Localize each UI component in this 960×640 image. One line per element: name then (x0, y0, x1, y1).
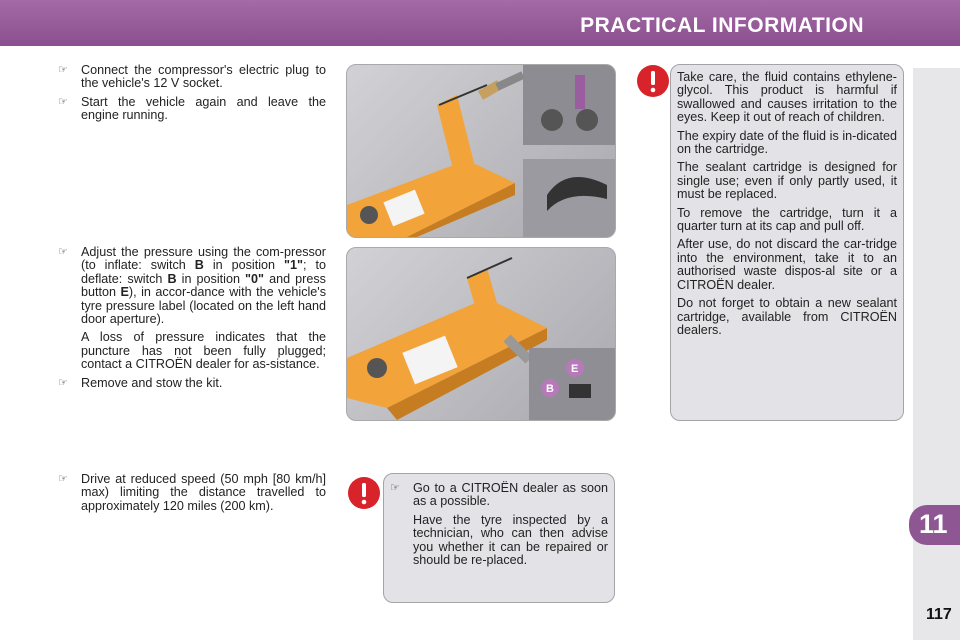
list-item (58, 64, 326, 91)
adjust-text-4: in position (176, 271, 246, 286)
compressor-illustration-svg (347, 65, 615, 237)
instruction-text: Start the vehicle again and leave the engine running. (81, 94, 326, 123)
list-item (58, 377, 326, 390)
fluid-warning-box (670, 64, 904, 421)
key-inset (523, 159, 615, 237)
page-number: 117 (926, 606, 952, 623)
warning-paragraph: The sealant cartridge is designed for single use; even if only partly used, it must be replaced. (677, 160, 897, 202)
adjust-text-2: in position (203, 258, 285, 273)
adjust-text-5: and press button (81, 271, 326, 300)
warning-icon (347, 476, 381, 510)
callout-e: E (571, 363, 579, 375)
dealer-bullet-text: Go to a CITROËN dealer as soon as a possible. (413, 481, 608, 509)
warning-paragraph: The expiry date of the fluid is in-dicated on the cartridge. (677, 128, 897, 157)
page-title: PRACTICAL INFORMATION (580, 14, 864, 37)
compressor-controls-svg (347, 248, 615, 420)
list-item (58, 473, 326, 513)
compressor-connection-illustration (346, 64, 616, 238)
dashboard-inset (523, 65, 615, 145)
gauge-icon (360, 206, 378, 224)
side-strip (913, 68, 960, 640)
position-1-label: "1" (284, 258, 303, 273)
switch-b-label: B (194, 258, 204, 273)
arrow-icon: ☞ (390, 482, 400, 494)
socket-icon (576, 109, 598, 131)
instructions-section-1 (58, 64, 326, 128)
pointer-arrow (497, 75, 523, 87)
dealer-paragraph: Have the tyre inspected by a technician, who can then advise you whether it can be repaired or should be re-placed. (413, 512, 608, 568)
warning-paragraph: Do not forget to obtain a new sealant cartridge, available from CITROËN dealers. (677, 296, 897, 337)
chapter-number: 11 (919, 509, 948, 539)
button-e-label: E (120, 285, 129, 300)
callout-b: B (546, 383, 554, 395)
arrow-icon: ☞ (58, 64, 68, 76)
arrow-icon: ☞ (58, 95, 68, 108)
instruction-text: Drive at reduced speed (50 mph [80 km/h] max) limiting the distance travelled to approximately 120 miles (200 km). (81, 472, 326, 513)
adjust-text-1: Adjust the pressure using the com-pressor (to inflate: switch (81, 245, 326, 273)
switch-icon (569, 384, 591, 398)
socket-icon (541, 109, 563, 131)
switch-b-label-2: B (167, 271, 177, 286)
arrow-icon: ☞ (58, 246, 68, 258)
list-item (58, 96, 326, 123)
warning-paragraph: After use, do not discard the car-tridge into the environment, take it to an authorised waste dispos-al site or a CITROËN dealer. (677, 237, 897, 292)
page-header (0, 0, 960, 46)
arrow-icon: ☞ (58, 473, 68, 485)
plug-icon (575, 75, 585, 109)
list-item (390, 482, 608, 509)
cable-line (467, 258, 512, 278)
instruction-text: Remove and stow the kit. (81, 375, 223, 390)
instructions-section-3 (58, 473, 326, 518)
chapter-tab (909, 505, 960, 545)
warning-paragraph: Take care, the fluid contains ethylene-glycol. This product is harmful if swallowed and causes irritation to the eyes. Keep it out of reach of children. (677, 70, 897, 125)
warning-paragraph: To remove the cartridge, turn it a quarter turn at its cap and pull off. (677, 205, 897, 234)
fluid-warning-text (677, 71, 897, 342)
loss-paragraph: A loss of pressure indicates that the puncture has not been fully plugged; contact a CITROËN dealer for as-sistance. (81, 330, 326, 372)
warning-icon (636, 64, 670, 98)
dealer-warning-text (390, 482, 608, 572)
instructions-section-2 (58, 246, 326, 395)
compressor-controls-illustration (346, 247, 616, 421)
list-item (58, 246, 326, 326)
cable-line (439, 85, 487, 105)
instruction-text: Connect the compressor's electric plug to the vehicle's 12 V socket. (81, 63, 326, 91)
position-0-label: "0" (245, 271, 264, 286)
dealer-warning-box (383, 473, 615, 603)
adjust-text-3: ; to deflate: switch (81, 258, 326, 286)
arrow-icon: ☞ (58, 376, 68, 389)
gauge-icon (367, 358, 387, 378)
adjust-text-6: ), in accor-dance with the vehicle's tyre pressure label (located on the left hand door aperture). (81, 285, 326, 327)
